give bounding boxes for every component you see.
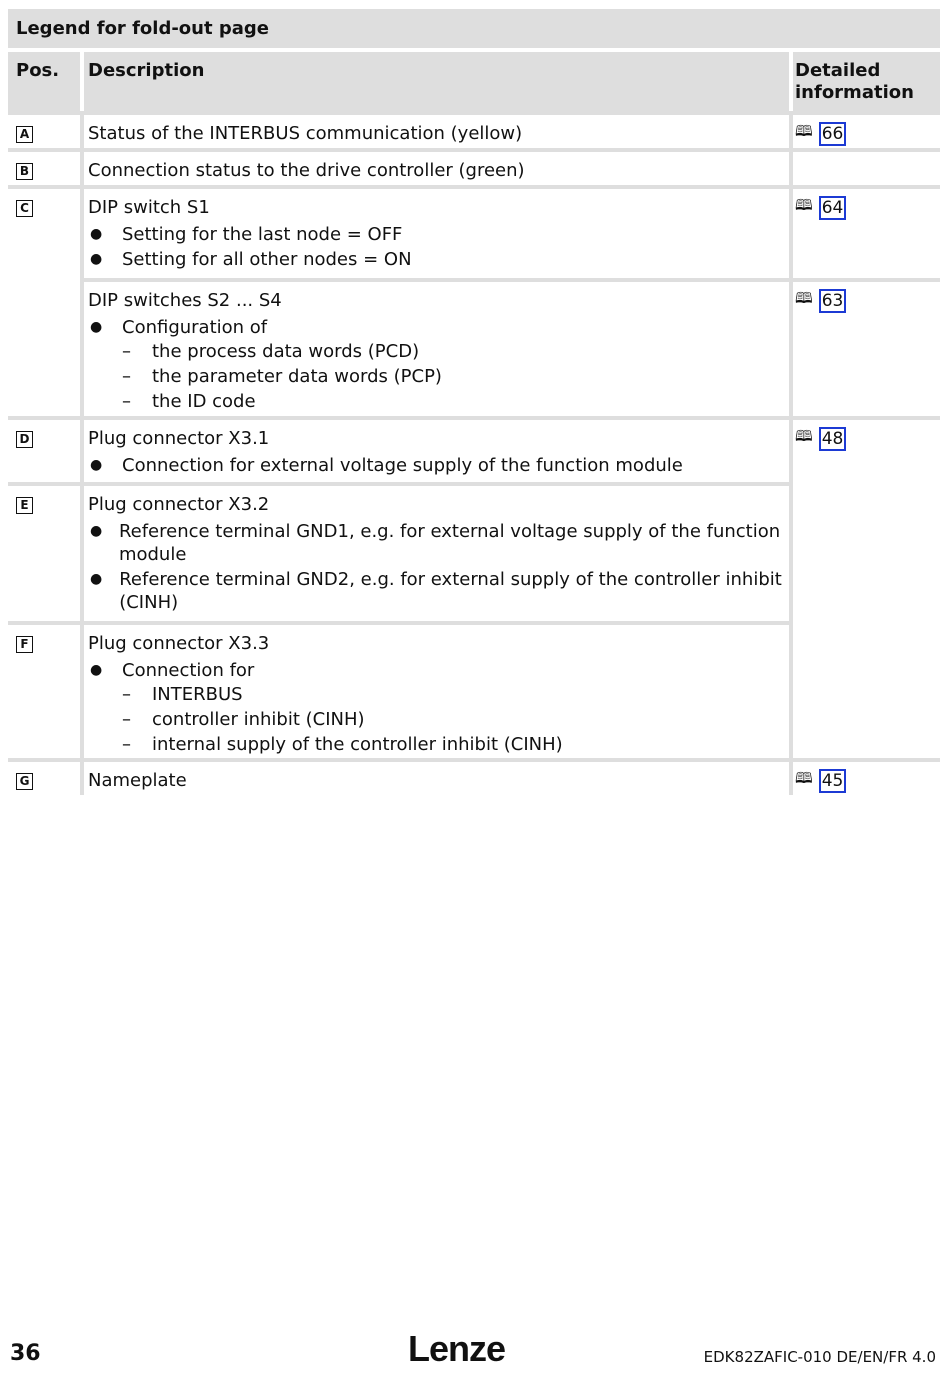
book-icon: 🕮 — [795, 289, 813, 307]
page-reference — [795, 195, 940, 220]
brand-logo: Lenze — [408, 1328, 506, 1369]
description-cell — [80, 189, 793, 278]
description-text: DIP switch S1 — [88, 197, 210, 218]
page-link[interactable]: 64 — [819, 196, 847, 220]
description-cell — [80, 486, 793, 621]
pos-cell — [8, 278, 80, 416]
page-link[interactable]: 48 — [819, 427, 847, 451]
table-title: Legend for fold-out page — [8, 9, 940, 48]
pos-label: C — [16, 200, 33, 217]
dash-item: – the process data words (PCD) — [122, 341, 420, 362]
info-cell — [793, 282, 940, 416]
pos-label: A — [16, 126, 33, 143]
info-cell — [793, 115, 940, 148]
pos-cell — [8, 115, 80, 148]
description-cell — [80, 115, 793, 148]
table-row — [8, 758, 940, 795]
dash-item: – controller inhibit (CINH) — [122, 709, 365, 730]
pos-label: B — [16, 163, 33, 180]
table-row — [8, 278, 940, 416]
description-cell — [80, 625, 793, 758]
pos-cell — [8, 189, 80, 278]
bullet-item: ● Reference terminal GND2, e.g. for external supply of the controller inhibit (CINH) — [90, 569, 782, 613]
page-reference — [795, 288, 940, 313]
bullet-item: ● Connection for — [90, 660, 255, 681]
legend-table — [8, 9, 940, 795]
info-cell — [793, 152, 940, 185]
page-reference — [795, 768, 940, 793]
description-text: DIP switches S2 ... S4 — [88, 290, 282, 311]
pos-label: F — [16, 636, 33, 653]
dash-item: – the ID code — [122, 391, 256, 412]
page-reference — [795, 121, 940, 146]
bullet-item: ● Connection for external voltage supply of the function module — [90, 455, 683, 476]
header-info — [793, 52, 940, 111]
table-header-row — [8, 52, 940, 111]
description-text: Status of the INTERBUS communication (yellow) — [88, 123, 523, 144]
description-text: Nameplate — [88, 770, 187, 791]
description-cell — [80, 420, 793, 482]
page-reference — [795, 426, 940, 451]
description-cell — [80, 282, 793, 416]
page-link[interactable]: 66 — [819, 122, 847, 146]
table-row — [8, 482, 940, 621]
info-cell — [793, 420, 940, 482]
pos-cell — [8, 420, 80, 482]
pos-cell — [8, 762, 80, 795]
book-icon: 🕮 — [795, 122, 813, 140]
bullet-item: ● Configuration of — [90, 317, 268, 338]
info-cell — [793, 762, 940, 795]
page-link[interactable]: 63 — [819, 289, 847, 313]
description-text: Plug connector X3.3 — [88, 633, 270, 654]
table-row — [8, 185, 940, 278]
bullet-item: ● Setting for the last node = OFF — [90, 224, 403, 245]
pos-cell — [8, 152, 80, 185]
dash-item: – internal supply of the controller inhibit (CINH) — [122, 734, 563, 755]
header-pos: Pos. — [8, 52, 80, 111]
bullet-item: ● Reference terminal GND1, e.g. for external voltage supply of the function module — [90, 521, 781, 565]
dash-item: – the parameter data words (PCP) — [122, 366, 442, 387]
description-cell — [80, 152, 793, 185]
description-text: Plug connector X3.1 — [88, 428, 270, 449]
pos-cell — [8, 486, 80, 621]
document-id: EDK82ZAFIC-010 DE/EN/FR 4.0 — [703, 1348, 936, 1366]
book-icon: 🕮 — [795, 196, 813, 214]
pos-cell — [8, 625, 80, 758]
table-row — [8, 148, 940, 185]
table-row — [8, 111, 940, 148]
header-description: Description — [80, 52, 793, 111]
table-row — [8, 416, 940, 482]
page-number: 36 — [10, 1341, 41, 1366]
book-icon: 🕮 — [795, 769, 813, 787]
info-cell — [793, 482, 940, 621]
table-row — [8, 621, 940, 758]
header-info-line1: Detailed — [795, 60, 881, 81]
description-text: Plug connector X3.2 — [88, 494, 270, 515]
book-icon: 🕮 — [795, 427, 813, 445]
pos-label: E — [16, 497, 33, 514]
description-text: Connection status to the drive controller (green) — [88, 160, 525, 181]
description-cell — [80, 762, 793, 795]
page-link[interactable]: 45 — [819, 769, 847, 793]
info-cell — [793, 189, 940, 278]
pos-label: G — [16, 773, 33, 790]
header-info-line2: information — [795, 82, 914, 103]
bullet-item: ● Setting for all other nodes = ON — [90, 249, 412, 270]
pos-label: D — [16, 431, 33, 448]
info-cell — [793, 621, 940, 758]
dash-item: – INTERBUS — [122, 684, 243, 705]
